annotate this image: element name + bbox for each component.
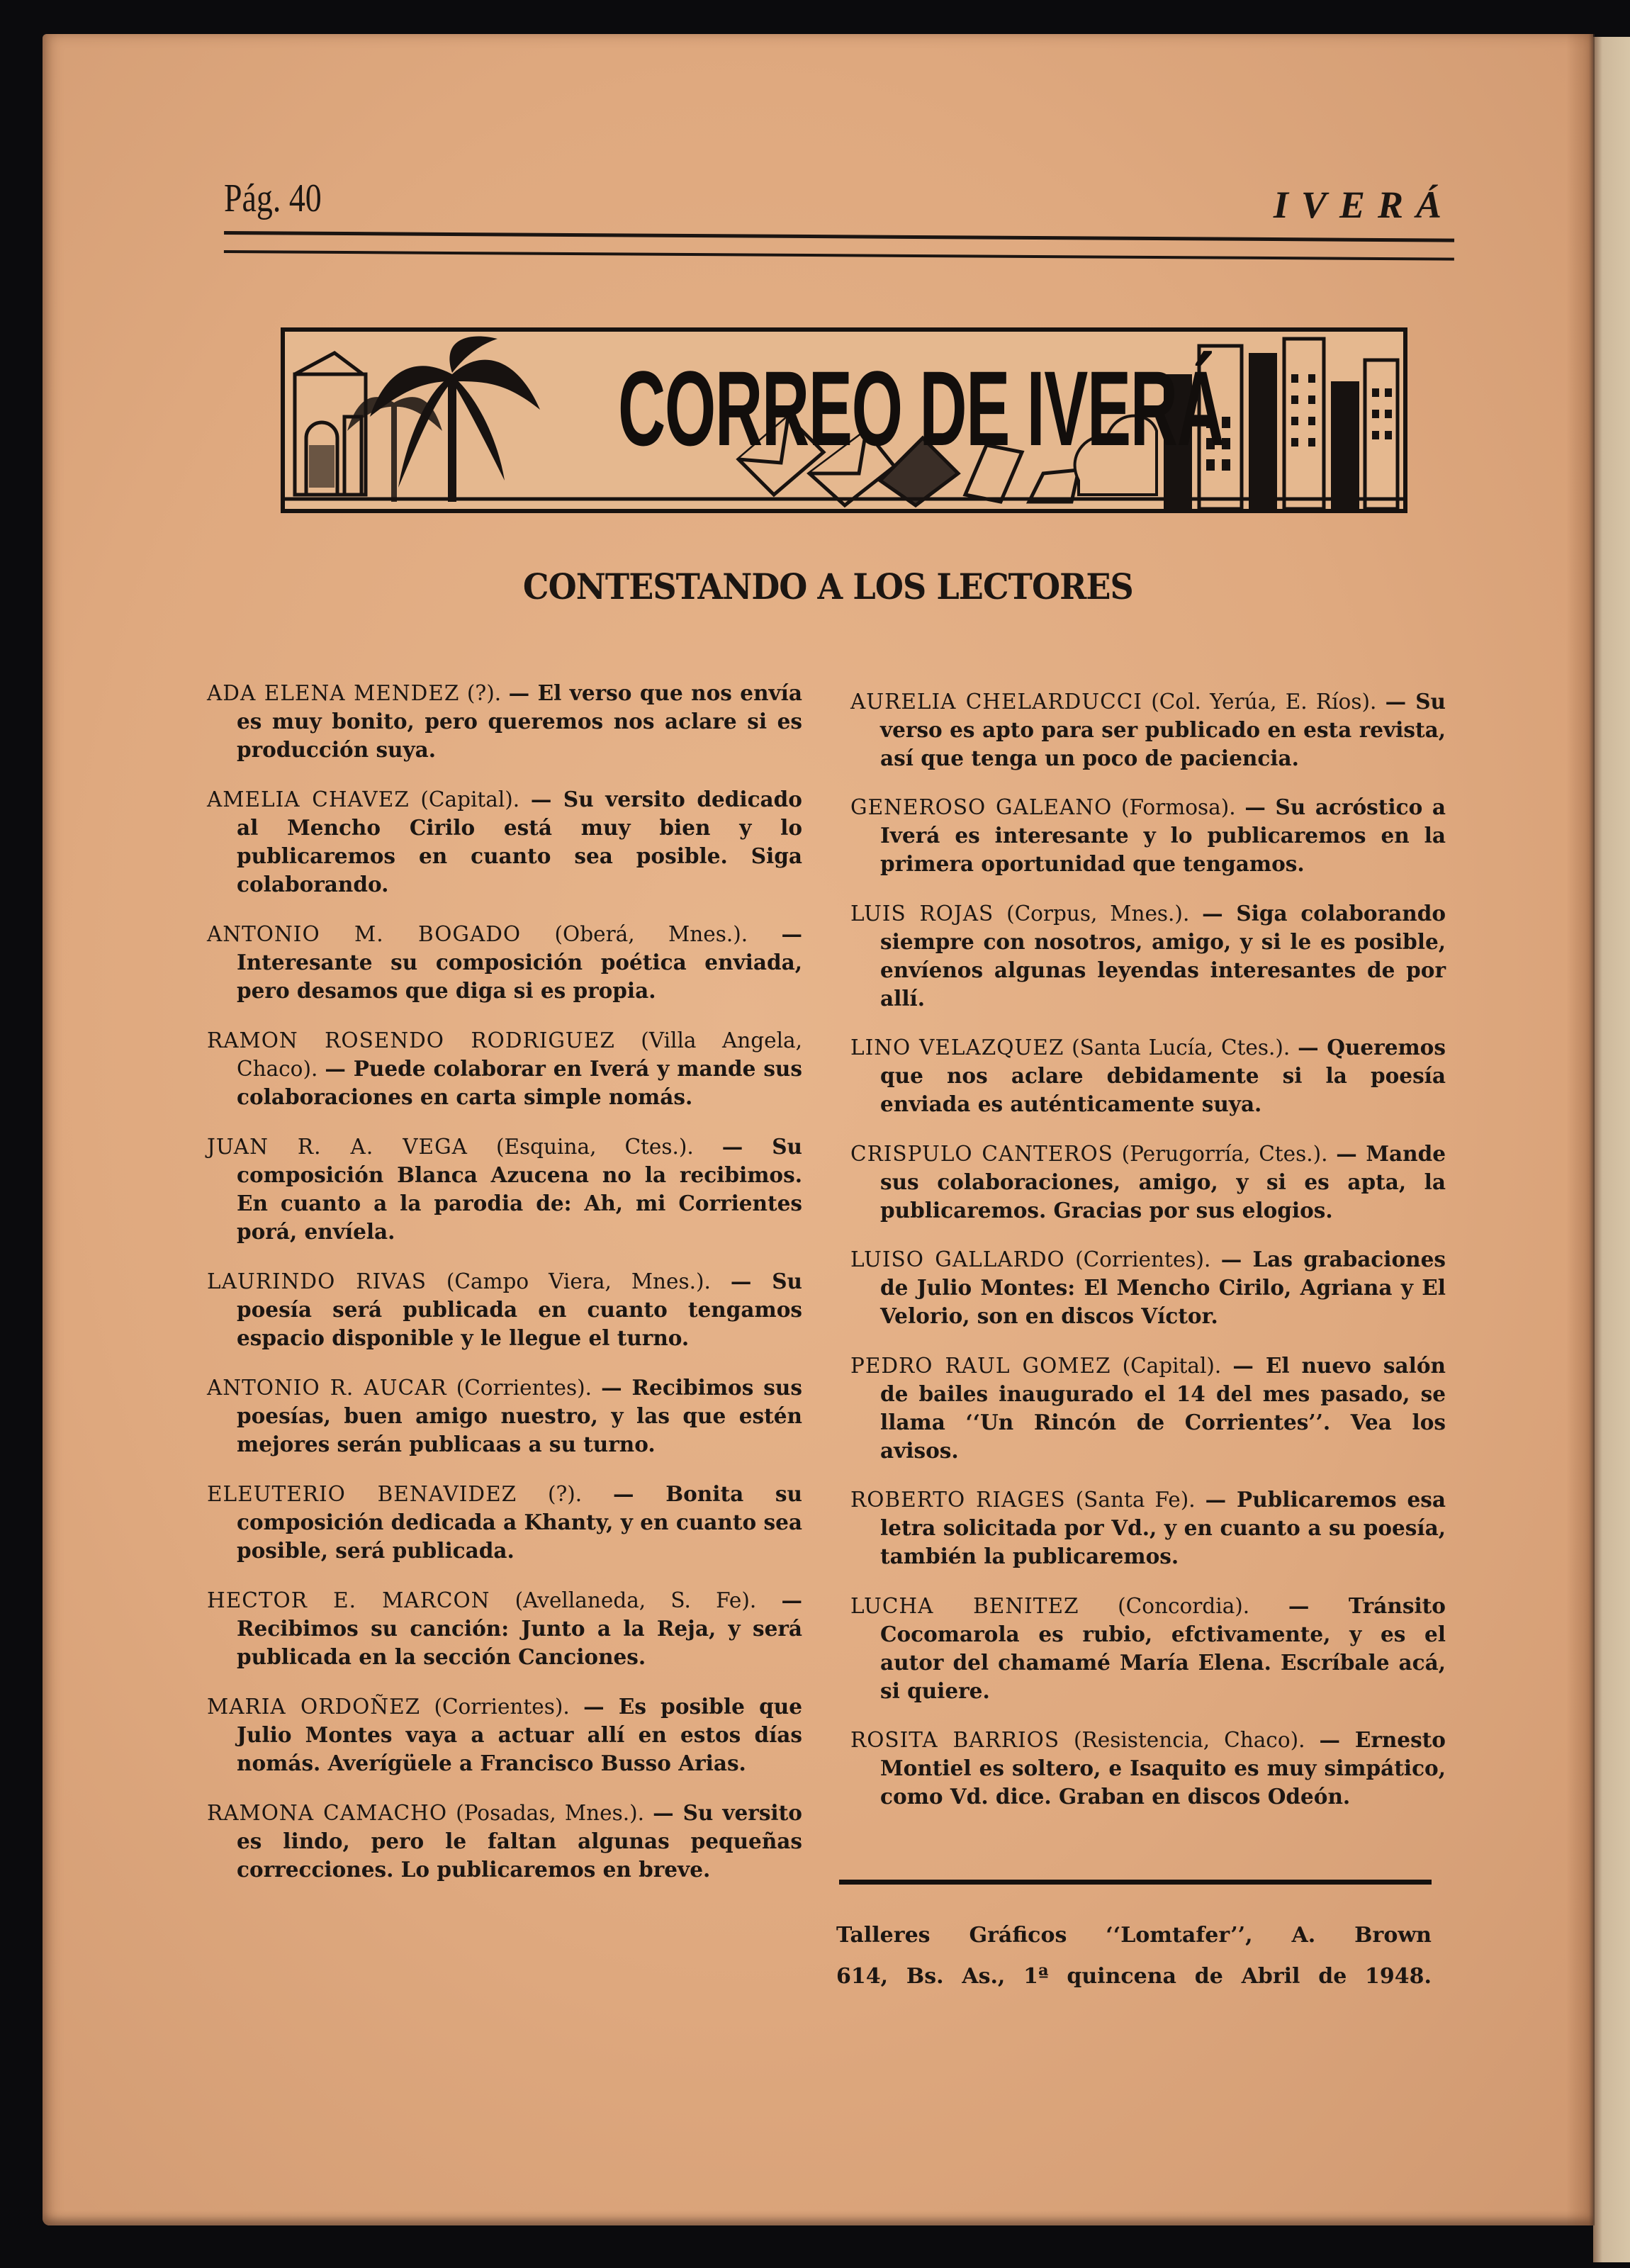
editor-reply: — Las grabaciones de Julio Montes: El Mencho Cirilo, Agriana y El Velorio, son en discos Víctor. bbox=[880, 1247, 1446, 1328]
reader-name: HECTOR E. MARCON bbox=[207, 1588, 490, 1612]
reader-location: (Santa Lucía, Ctes.). bbox=[1072, 1035, 1291, 1060]
reader-name: ANTONIO M. BOGADO bbox=[207, 921, 522, 946]
left-column bbox=[207, 658, 802, 1905]
printer-imprint bbox=[836, 1915, 1432, 1997]
reader-location: (Formosa). bbox=[1121, 795, 1236, 819]
editor-reply: — Su verso es apto para ser publicado en esta revista, así que tenga un poco de paciencia. bbox=[880, 688, 1446, 770]
reader-reply-entry bbox=[850, 793, 1446, 878]
arch-window-icon bbox=[309, 445, 335, 488]
editor-reply: — Su versito es lindo, pero le faltan algunas pequeñas correcciones. Lo publicaremos en breve. bbox=[237, 1800, 802, 1882]
reader-location: (Concordia). bbox=[1118, 1593, 1250, 1618]
right-column bbox=[850, 666, 1446, 1826]
editor-reply: — Su acróstico a Iverá es interesante y lo publicaremos en la primera oportunidad que tengamos. bbox=[880, 795, 1446, 876]
editor-reply: — Queremos que nos aclare debidamente si la poesía enviada es auténticamente suya. bbox=[880, 1035, 1446, 1116]
editor-reply: — Puede colaborar en Iverá y mande sus colaboraciones en carta simple nomás. bbox=[237, 1055, 802, 1109]
reader-reply-entry bbox=[207, 1692, 802, 1778]
editor-reply: — Tránsito Cocomarola es rubio, efctivamente, y es el autor del chamamé María Elena. Escríbale acá, si quiere. bbox=[880, 1593, 1446, 1703]
editor-reply: — Su versito dedicado al Mencho Cirilo está muy bien y lo publicaremos en cuanto sea posible. Siga colaborando. bbox=[237, 786, 802, 897]
section-heading: CONTESTANDO A LOS LECTORES bbox=[522, 566, 1133, 607]
reader-name: ELEUTERIO BENAVIDEZ bbox=[207, 1481, 517, 1506]
page-gutter-shadow bbox=[1566, 34, 1595, 2225]
reader-location: (Corrientes). bbox=[434, 1694, 570, 1719]
imprint-line-1: Talleres Gráficos ‘‘Lomtafer’’, A. Brown bbox=[836, 1923, 1432, 1948]
editor-reply: — Su composición Blanca Azucena no la recibimos. En cuanto a la parodia de: Ah, mi Corrientes porá, envíela. bbox=[237, 1133, 802, 1244]
reader-location: (Col. Yerúa, E. Ríos). bbox=[1151, 689, 1377, 714]
reader-reply-entry bbox=[207, 1480, 802, 1565]
editor-reply: — Su poesía será publicada en cuanto tengamos espacio disponible y le llegue el turno. bbox=[237, 1268, 802, 1350]
reader-reply-entry bbox=[850, 1352, 1446, 1465]
reader-location: (Corrientes). bbox=[1075, 1247, 1211, 1271]
reader-name: MARIA ORDOÑEZ bbox=[207, 1694, 421, 1719]
reader-reply-entry bbox=[850, 899, 1446, 1013]
reader-reply-entry bbox=[850, 1726, 1446, 1811]
reader-reply-entry bbox=[207, 785, 802, 899]
reader-location: (Villa Angela, Chaco). bbox=[237, 1028, 802, 1081]
editor-reply: — Bonita su composición dedicada a Khanty, y en cuanto sea posible, será publicada. bbox=[237, 1481, 802, 1563]
editor-reply: — Siga colaborando siempre con nosotros, amigo, y si le es posible, envíenos algunas leyendas interesantes de por allí. bbox=[880, 900, 1446, 1011]
reader-reply-entry bbox=[207, 920, 802, 1005]
reader-reply-entry bbox=[850, 1245, 1446, 1330]
reader-location: (Esquina, Ctes.). bbox=[495, 1134, 694, 1159]
reader-reply-entry bbox=[207, 1133, 802, 1246]
reader-reply-entry bbox=[850, 1592, 1446, 1705]
correo-banner bbox=[281, 327, 1407, 513]
reader-reply-entry bbox=[850, 687, 1446, 773]
reader-location: (Corrientes). bbox=[456, 1375, 592, 1400]
footer-rule bbox=[839, 1880, 1432, 1885]
reader-name: LUCHA BENITEZ bbox=[850, 1593, 1079, 1618]
reader-location: (Perugorría, Ctes.). bbox=[1121, 1141, 1328, 1166]
reader-location: (?). bbox=[466, 680, 502, 705]
running-head bbox=[224, 176, 1454, 225]
reader-name: CRISPULO CANTEROS bbox=[850, 1141, 1113, 1166]
magazine-title: IVERÁ bbox=[1273, 184, 1454, 226]
editor-reply: — Publicaremos esa letra solicitada por Vd., y en cuanto a su poesía, también la publicaremos. bbox=[880, 1487, 1446, 1568]
reader-location: (Posadas, Mnes.). bbox=[456, 1800, 644, 1825]
editor-reply: — Recibimos su canción: Junto a la Reja, y será publicada en la sección Canciones. bbox=[237, 1587, 802, 1669]
reader-reply-entry bbox=[207, 1799, 802, 1884]
reader-location: (Santa Fe). bbox=[1075, 1488, 1196, 1512]
reader-location: (Campo Viera, Mnes.). bbox=[446, 1269, 711, 1293]
reader-location: (Capital). bbox=[1122, 1353, 1222, 1378]
reader-reply-entry bbox=[207, 1267, 802, 1352]
reader-name: LAURINDO RIVAS bbox=[207, 1269, 427, 1293]
reader-name: JUAN R. A. VEGA bbox=[207, 1134, 468, 1159]
reader-location: (Avellaneda, S. Fe). bbox=[515, 1588, 757, 1612]
reader-name: ROSITA BARRIOS bbox=[850, 1728, 1060, 1752]
editor-reply: — Es posible que Julio Montes vaya a actuar allí en estos días nomás. Averígüele a Francisco Busso Arias. bbox=[237, 1693, 802, 1775]
reader-location: (Capital). bbox=[420, 787, 520, 812]
reader-reply-entry bbox=[850, 1486, 1446, 1571]
editor-reply: — El nuevo salón de bailes inaugurado el 14 del mes pasado, se llama ‘‘Un Rincón de Corrientes’’. Vea los avisos. bbox=[880, 1352, 1446, 1463]
reader-name: ROBERTO RIAGES bbox=[850, 1488, 1066, 1512]
reader-name: AMELIA CHAVEZ bbox=[207, 787, 410, 812]
reader-name: LUIS ROJAS bbox=[850, 901, 994, 926]
editor-reply: — Ernesto Montiel es soltero, e Isaquito es muy simpático, como Vd. dice. Graban en discos Odeón. bbox=[880, 1727, 1446, 1809]
reader-location: (Corpus, Mnes.). bbox=[1006, 901, 1190, 926]
banner-title: CORREO DE IVERÁ bbox=[618, 349, 1224, 468]
reader-name: ANTONIO R. AUCAR bbox=[207, 1375, 447, 1400]
editor-reply: — Recibimos sus poesías, buen amigo nuestro, y las que estén mejores serán publicaas a su turno. bbox=[237, 1374, 802, 1456]
reader-location: (Oberá, Mnes.). bbox=[554, 921, 748, 946]
imprint-line-2: 614, Bs. As., 1ª quincena de Abril de 1948. bbox=[836, 1964, 1432, 1989]
adjacent-page-edge bbox=[1593, 37, 1630, 2262]
reader-name: GENEROSO GALEANO bbox=[850, 795, 1113, 819]
editor-reply: — Mande sus colaboraciones, amigo, y si es apta, la publicaremos. Gracias por sus elogios. bbox=[880, 1140, 1446, 1223]
reader-reply-entry bbox=[207, 1586, 802, 1671]
reader-reply-entry bbox=[207, 1374, 802, 1459]
reader-reply-entry bbox=[207, 1026, 802, 1111]
reader-name: RAMON ROSENDO RODRIGUEZ bbox=[207, 1028, 615, 1052]
reader-reply-entry bbox=[850, 1033, 1446, 1118]
reader-name: PEDRO RAUL GOMEZ bbox=[850, 1353, 1111, 1378]
reader-location: (?). bbox=[547, 1481, 583, 1506]
page-number: Pág. 40 bbox=[224, 176, 322, 220]
reader-name: RAMONA CAMACHO bbox=[207, 1800, 448, 1825]
reader-name: LINO VELAZQUEZ bbox=[850, 1035, 1064, 1060]
reader-name: AURELIA CHELARDUCCI bbox=[850, 689, 1142, 714]
reader-reply-entry bbox=[207, 679, 802, 764]
editor-reply: — Interesante su composición poética enviada, pero desamos que diga si es propia. bbox=[237, 921, 802, 1003]
reader-name: ADA ELENA MENDEZ bbox=[207, 680, 460, 705]
reader-location: (Resistencia, Chaco). bbox=[1074, 1728, 1305, 1752]
reader-reply-entry bbox=[850, 1140, 1446, 1225]
editor-reply: — El verso que nos envía es muy bonito, pero queremos nos aclare si es producción suya. bbox=[237, 680, 802, 762]
reader-name: LUISO GALLARDO bbox=[850, 1247, 1065, 1271]
